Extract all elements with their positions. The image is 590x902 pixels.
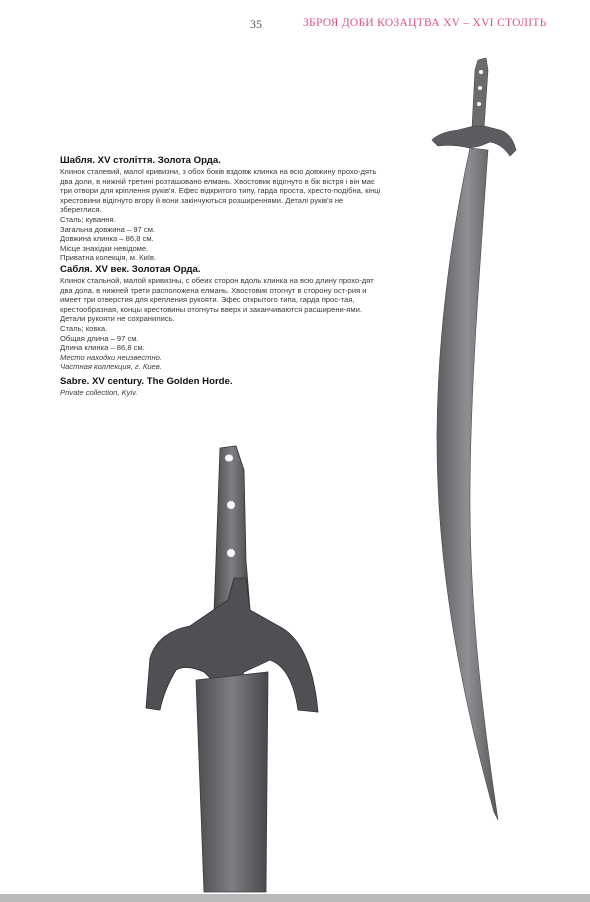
caption-material: Сталь; ковка. <box>60 323 108 333</box>
full-sabre-photo <box>380 50 540 830</box>
caption-title: Шабля. XV століття. Золота Орда. <box>60 155 221 166</box>
caption-collection: Приватна колекція, м. Київ. <box>60 253 157 263</box>
caption-total-length: Загальна довжина – 97 см. <box>60 224 156 234</box>
caption-material: Сталь; кування. <box>60 214 116 224</box>
caption-english <box>60 376 386 398</box>
caption-body: Клинок сталевий, малої кривизни, з обох боків вздовж клинка на всю довжину прохо-дять два доли, в нижній третині розташовано елмань. Хвостовик відігнуто в бік вістря і він має три отвори для кріплення руків'я. Ефес відкритого типу, гарда проста, хресто-подібна, кінці хрестовини відігнуто вгору й вони закінчуються розширеннями. Деталі руків'я не збереглися. <box>60 167 381 215</box>
caption-title: Сабля. XV век. Золотая Орда. <box>60 264 201 275</box>
caption-collection: Private collection, Kyiv. <box>60 388 138 397</box>
caption-total-length: Общая длина – 97 см. <box>60 333 139 343</box>
caption-blade-length: Довжина клинка – 86,8 см. <box>60 234 154 244</box>
caption-russian <box>60 264 386 372</box>
caption-find-place: Місце знахідки невідоме. <box>60 243 149 253</box>
footer-bar <box>0 894 590 902</box>
caption-blade-length: Длина клинка – 86,8 см. <box>60 343 145 353</box>
caption-ukrainian <box>60 155 386 263</box>
caption-collection: Частная коллекция, г. Киев. <box>60 362 162 372</box>
running-header: ЗБРОЯ ДОБИ КОЗАЦТВА XV – XVI СТОЛІТЬ <box>303 17 547 29</box>
caption-body: Клинок стальной, малой кривизны, с обеих сторон вдоль клинка на всю длину прохо-дят два дола, в нижней трети расположена елмань. Хвостовик отогнут в сторону ост-рия и имеет три отверстия для крепления рукояти. Эфес открытого типа, гарда прос-тая, крестообразная, концы крестовины отогнуты вверх и заканчиваются расширени-ями. Детали рукояти не сохранились. <box>60 276 374 324</box>
caption-title: Sabre. XV century. The Golden Horde. <box>60 376 233 387</box>
hilt-detail-photo <box>140 440 330 895</box>
caption-find-place: Место находки неизвестно. <box>60 352 163 362</box>
page-number: 35 <box>250 17 262 31</box>
